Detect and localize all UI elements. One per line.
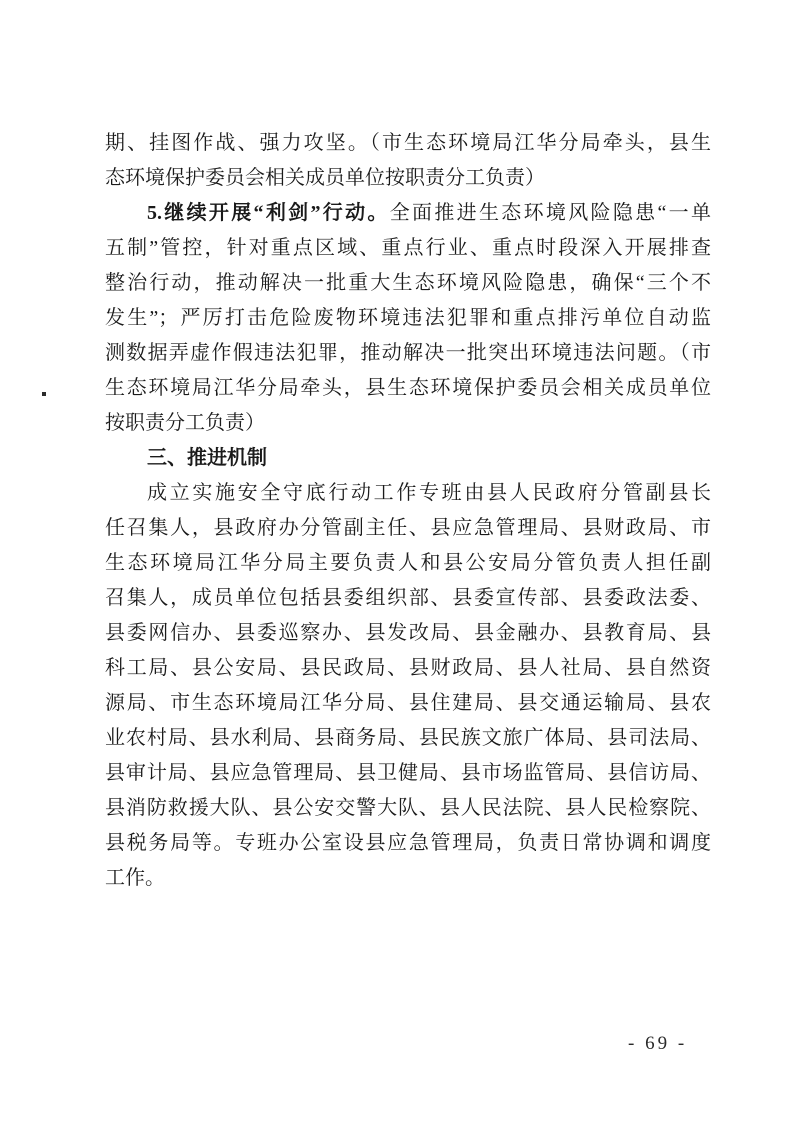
text-line-17 xyxy=(105,686,711,721)
text-line-7 xyxy=(105,336,711,371)
text-run: 科工局、县公安局、县民政局、县财政局、县人社局、县自然资 xyxy=(105,657,711,679)
text-line-3 xyxy=(105,196,711,231)
text-run: 态环境保护委员会相关成员单位按职责分工负责） xyxy=(105,167,545,189)
text-run: 按职责分工负责） xyxy=(105,412,265,434)
text-line-18 xyxy=(105,721,711,756)
text-run: 县消防救援大队、县公安交警大队、县人民法院、县人民检察院、 xyxy=(105,797,711,819)
text-run: 全面推进生态环境风险隐患“一单 xyxy=(389,202,711,224)
text-line-1 xyxy=(105,126,711,161)
text-line-10 xyxy=(105,441,711,476)
page-number: - 69 - xyxy=(628,1033,688,1054)
text-line-20 xyxy=(105,791,711,826)
text-line-21 xyxy=(105,826,711,861)
text-run: 发生”；严厉打击危险废物环境违法犯罪和重点排污单位自动监 xyxy=(105,307,711,329)
scan-artifact-dot xyxy=(42,392,46,396)
text-line-22 xyxy=(105,861,711,896)
text-run: 生态环境局江华分局主要负责人和县公安局分管负责人担任副 xyxy=(105,552,711,574)
text-run: 任召集人，县政府办分管副主任、县应急管理局、县财政局、市 xyxy=(105,517,711,539)
text-line-8 xyxy=(105,371,711,406)
text-line-19 xyxy=(105,756,711,791)
text-line-4 xyxy=(105,231,711,266)
text-line-12 xyxy=(105,511,711,546)
text-line-5 xyxy=(105,266,711,301)
text-line-11 xyxy=(105,476,711,511)
text-run: 五制”管控，针对重点区域、重点行业、重点时段深入开展排查 xyxy=(105,237,711,259)
text-run: 县税务局等。专班办公室设县应急管理局，负责日常协调和调度 xyxy=(105,832,711,854)
bold-text-run: 5.继续开展“利剑”行动。 xyxy=(147,202,390,224)
text-line-6 xyxy=(105,301,711,336)
text-block xyxy=(105,126,711,896)
text-run: 整治行动，推动解决一批重大生态环境风险隐患，确保“三个不 xyxy=(105,272,711,294)
text-line-14 xyxy=(105,581,711,616)
text-run: 县委网信办、县委巡察办、县发改局、县金融办、县教育局、县 xyxy=(105,622,711,644)
text-run: 召集人，成员单位包括县委组织部、县委宣传部、县委政法委、 xyxy=(105,587,711,609)
text-line-13 xyxy=(105,546,711,581)
text-run: 县审计局、县应急管理局、县卫健局、县市场监管局、县信访局、 xyxy=(105,762,711,784)
text-run: 测数据弄虚作假违法犯罪，推动解决一批突出环境违法问题。（市 xyxy=(105,342,711,364)
text-run: 成立实施安全守底行动工作专班由县人民政府分管副县长 xyxy=(147,482,711,504)
text-line-16 xyxy=(105,651,711,686)
text-line-2 xyxy=(105,161,711,196)
text-run: 生态环境局江华分局牵头，县生态环境保护委员会相关成员单位 xyxy=(105,377,711,399)
text-run: 期、挂图作战、强力攻坚。（市生态环境局江华分局牵头，县生 xyxy=(105,132,711,154)
text-run: 工作。 xyxy=(105,867,165,889)
bold-text-run: 三、推进机制 xyxy=(147,447,267,469)
text-run: 源局、市生态环境局江华分局、县住建局、县交通运输局、县农 xyxy=(105,692,711,714)
text-line-15 xyxy=(105,616,711,651)
text-line-9 xyxy=(105,406,711,441)
text-run: 业农村局、县水利局、县商务局、县民族文旅广体局、县司法局、 xyxy=(105,727,711,749)
